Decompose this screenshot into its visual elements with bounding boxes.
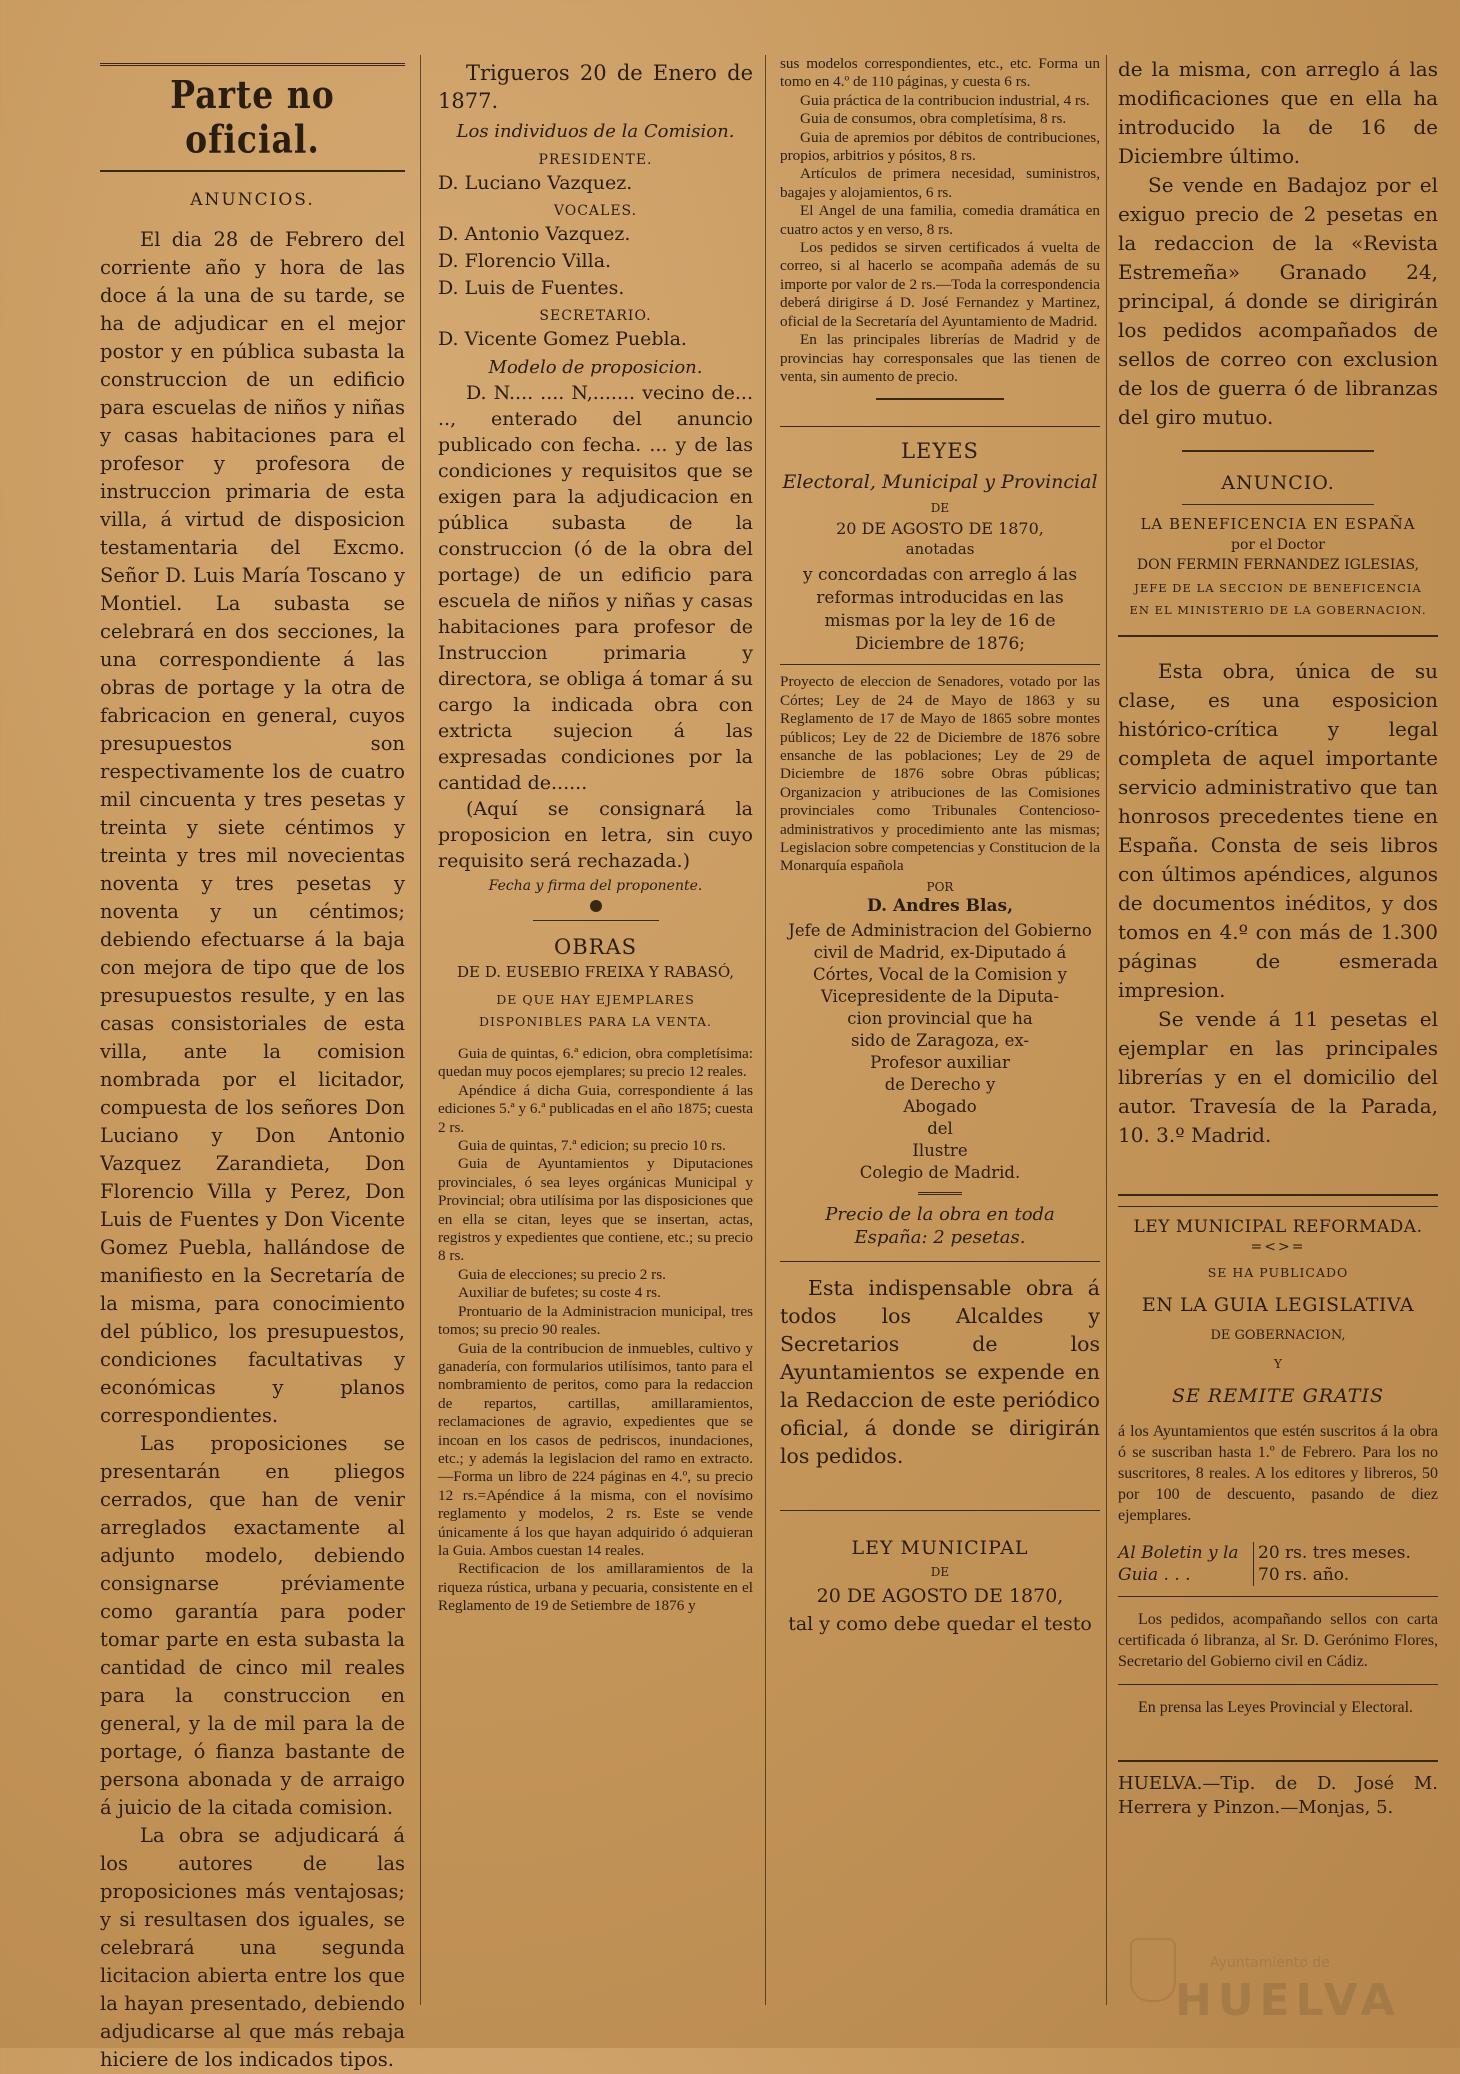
sub-left xyxy=(1118,1542,1254,1586)
secretary: D. Vicente Gomez Puebla. xyxy=(438,328,687,350)
role-label: SECRETARIO. xyxy=(539,308,652,324)
sub-left-line: Al Boletin y la xyxy=(1118,1543,1239,1563)
rule xyxy=(1118,1206,1438,1207)
benef-title: LA BENEFICENCIA EN ESPAÑA xyxy=(1140,515,1416,533)
leyes-title: LEYES xyxy=(901,439,979,464)
obras-item: Artículos de primera necesidad, suministros, bagajes y alojamientos, 6 rs. xyxy=(780,165,1100,201)
paragraph: El dia 28 de Febrero del corriente año y hora de las doce á la una de su tarde, se ha de adjudicar en el mejor postor y en pública subasta la construccion de un edificio para escuelas de niños y niñas y casas habitaciones para el profesor y profesora de instruccion primaria de esta villa, á virtud de disposicion testamentaria del Excmo. Señor D. Luis María Toscano y Montiel. La subasta se celebrará en dos secciones, la una correspondiente á las obras de portage y la otra de fabricacion en general, cuyos presupuestos son respectivamente los de cuatro mil cincuenta y tres pesetas y treinta y siete céntimos y treinta y tres mil novecientas noventa y tres pesetas y noventa y un céntimos; debiendo efectuarse á la baja con mejora de tipo que de los presupuestos resulte, y en las casas consistoriales de esta villa, ante la comision nombrada por el licitador, compuesta de los señores Don Luciano y Don Antonio Vazquez Zarandieta, Don Florencio Villa y Perez, Don Luis de Fuentes y Don Vicente Gomez Puebla, hallándose de manifiesto en la Secretaría de la misma, para conocimiento del público, los presupuestos, condiciones facultativas y económicas y planos correspondientes. xyxy=(100,228,405,1427)
rule xyxy=(918,1192,963,1195)
author-line: cion provincial que ha xyxy=(847,1008,1033,1028)
obras-item: Auxiliar de bufetes; su coste 4 rs. xyxy=(458,1284,661,1302)
benef-author: DON FERMIN FERNANDEZ IGLESIAS, xyxy=(1136,557,1420,573)
column-1 xyxy=(100,55,405,2074)
indispensable: Esta indispensable obra á todos los Alcaldes y Secretarios de los Ayuntamientos se expende en la Redaccion de este periódico oficial, á donde se dirigirán los pedidos. xyxy=(780,1275,1100,1468)
rule xyxy=(1118,1684,1438,1685)
author: D. Andres Blas, xyxy=(866,895,1013,916)
column-rule xyxy=(1106,55,1107,2005)
role-label: PRESIDENTE. xyxy=(538,152,653,168)
author-line: Colegio de Madrid. xyxy=(859,1162,1021,1182)
benef-role: JEFE DE LA SECCION DE BENEFICENCIA EN EL MINISTERIO DE LA GOBERNACION. xyxy=(1129,581,1427,617)
gratis: SE REMITE GRATIS xyxy=(1171,1385,1384,1407)
obras-item: El Angel de una familia, comedia dramática en cuatro actos y en verso, 8 rs. xyxy=(780,202,1100,238)
ley-mun-tail: tal y como debe quedar el testo xyxy=(788,1612,1092,1635)
column-2 xyxy=(438,55,753,1616)
author-line: Profesor auxiliar xyxy=(870,1052,1010,1072)
obras-author: DE D. EUSEBIO FREIXA Y RABASÓ, xyxy=(456,963,735,981)
guia-title: EN LA GUIA LEGISLATIVA xyxy=(1141,1294,1415,1316)
ley-mun-de: DE xyxy=(930,1564,950,1579)
rule xyxy=(1182,504,1374,505)
obras-item: Apéndice á dicha Guia, correspondiente á las ediciones 5.ª y 6.ª publicadas en el año 1875; cuesta 2 rs. xyxy=(438,1081,753,1136)
sub-right-line: 20 rs. tres meses. xyxy=(1258,1543,1411,1563)
obras-item: Guia de apremios por débitos de contribuciones, propios, arbitrios y pósitos, 8 rs. xyxy=(780,128,1100,165)
paragraph: Esta obra, única de su clase, es una esposicion histórico-crítica y legal completa de aquel importante servicio administrativo que tan honrosos precedentes tiene en España. Consta de seis libros con últimos apéndices, algunos de documentos inéditos, y dos tomos en 4.º con más de 1.300 páginas de esmerada impresion. xyxy=(1118,659,1438,1002)
ornament: =<>= xyxy=(1250,1239,1306,1255)
column-4 xyxy=(1118,55,1438,1820)
role-label: VOCALES. xyxy=(553,203,638,219)
subscription-table xyxy=(1118,1542,1438,1586)
leyes-de: DE xyxy=(930,501,950,516)
author-line: civil de Madrid, ex-Diputado á xyxy=(813,942,1067,962)
watermark-logo: HUELVA xyxy=(1175,1975,1401,2026)
obras-item: Prontuario de la Administracion municipal, tres tomos; su precio 90 reales. xyxy=(438,1302,753,1339)
dateline: Trigueros 20 de Enero de 1877. xyxy=(438,61,753,113)
author-line: Vicepresidente de la Diputa- xyxy=(820,986,1060,1006)
obras-item: Guia de elecciones; su precio 2 rs. xyxy=(458,1265,666,1283)
obras-item: Rectificacion de los amillaramientos de la riqueza rústica, urbana y pecuaria, consistente en el Reglamento de 19 de Setiembre de 1876 y xyxy=(438,1560,753,1615)
paragraph: de la misma, con arreglo á las modificaciones que en ella ha introducido la de 16 de Diciembre último. xyxy=(1118,57,1438,168)
vocal: D. Antonio Vazquez. xyxy=(438,223,631,245)
obras-item: Guia de quintas, 6.ª edicion, obra completísima: quedan muy pocos ejemplares; su precio 12 reales. xyxy=(438,1045,753,1081)
y: Y xyxy=(1274,1357,1282,1371)
model-text: D. N.... .... N,....... vecino de... .., enterado del anuncio publicado con fecha. ... y de las condiciones y requisitos que se exigen para la adjudicacion en pública subasta de la construccion (ó de la obra del portage) de un edificio para escuela de niños y niñas y casas habitaciones para profesor de Instruccion primaria y directora, se obliga á tomar á su cargo la indicada obra con extricta sujecion á las expresadas condiciones por la cantidad de...... xyxy=(438,382,753,794)
author-line: de Derecho y xyxy=(884,1074,996,1094)
leyes-sub: Electoral, Municipal y Provincial xyxy=(782,471,1098,494)
paragraph: La obra se adjudicará á los autores de las proposiciones más ventajosas; y si resultasen dos iguales, se celebrará una segunda licitacion abierta entre los que la hayan presentado, debiendo adjudicarse al que más rebaja hiciere de los indicados tipos. xyxy=(100,1824,405,2071)
obras-item: Guia de Ayuntamientos y Diputaciones provinciales, ó sea leyes orgánicas Municipal y Provincial; obra utilísima por las disposiciones que en ella se citan, leyes que se insertan, actas, registros y expedientes que contiene, etc.; su precio 8 rs. xyxy=(438,1155,753,1265)
president: D. Luciano Vazquez. xyxy=(438,172,633,194)
committee: Los individuos de la Comision. xyxy=(456,121,735,142)
author-line: del xyxy=(927,1118,953,1138)
model-note: (Aquí se consignará la proposicion en letra, sin cuyo requisito será rechazada.) xyxy=(438,798,753,872)
anuncio-title: ANUNCIO. xyxy=(1221,472,1335,494)
obras-title: OBRAS xyxy=(553,935,637,959)
obras-item: Guia de la contribucion de inmuebles, cultivo y ganadería, con formularios utilísimos, tanto para el nombramiento de peritos, como para la redaccion de repartos, cartillas, amillaramientos, reclamaciones de agravio, expedientes que se incoan en los casos de pedriscos, inundaciones, etc.; y además la legislacion del ramo en extracto.—Forma un libro de 224 páginas en 4.º, su precio 12 rs.=Apéndice á la misma, con el novísimo reglamento y modelos, 2 rs. Este se vende únicamente á los que hayan adquirido ó adquieran la Guia. Ambos cuestan 14 reales. xyxy=(438,1339,753,1559)
ley-mun-title: LEY MUNICIPAL xyxy=(851,1536,1029,1559)
rule xyxy=(1118,635,1438,637)
leyes-concord: y concordadas con arreglo á las reformas introducidas en las mismas por la ley de 16 de Diciembre de 1876; xyxy=(802,565,1078,655)
ley-ref-title: LEY MUNICIPAL REFORMADA. xyxy=(1133,1217,1423,1237)
sub-right-line: 70 rs. año. xyxy=(1258,1565,1350,1585)
prensa: En prensa las Leyes Provincial y Electoral. xyxy=(1138,1699,1414,1716)
crest-watermark xyxy=(1130,1938,1176,2002)
imprint: HUELVA.—Tip. de D. José M. Herrera y Pinzon.—Monjas, 5. xyxy=(1118,1773,1438,1818)
sub-right xyxy=(1254,1542,1411,1586)
leyes-body: Proyecto de eleccion de Senadores, votado por las Córtes; Ley de 24 de Mayo de 1863 y su Reglamento de 17 de Mayo de 1865 sobre montes públicos; Ley de 22 de Diciembre de 1876 sobre ensanche de las poblaciones; Ley de 29 de Diciembre de 1876 sobre Obras públicas; Organizacion y atribuciones de las Comisiones provinciales como Tribunales Contencioso-administrativos y procedimiento ante las mismas; Legislacion sobre competencias y Constitucion de la Monarquía española xyxy=(780,673,1100,875)
pedidos: Los pedidos, acompañando sellos con carta certificada ó libranza, al Sr. D. Gerónimo Flores, Secretario del Gobierno civil en Cádiz. xyxy=(1118,1611,1438,1670)
leyes-anotadas: anotadas xyxy=(905,540,975,559)
rule xyxy=(1118,1596,1438,1597)
author-line: Ilustre xyxy=(912,1140,968,1160)
rule xyxy=(876,398,1004,400)
obras-item: Guia de quintas, 7.ª edicion; su precio 10 rs. xyxy=(458,1137,726,1155)
paragraph: Se vende en Badajoz por el exiguo precio de 2 pesetas en la redaccion de la «Revista Estremeña» Granado 24, principal, á donde se dirigirán los pedidos acompañados de sellos de correo con exclusion de los de guerra ó de libranzas del giro mutuo. xyxy=(1118,173,1438,429)
rule xyxy=(780,1510,1100,1511)
leyes-date: 20 DE AGOSTO DE 1870, xyxy=(836,519,1044,539)
author-lines xyxy=(780,920,1100,1184)
column-rule xyxy=(765,55,766,2005)
rule xyxy=(1182,450,1374,452)
benef-por: por el Doctor xyxy=(1231,537,1325,553)
section-title: ANUNCIOS. xyxy=(190,190,315,210)
signature: Fecha y firma del proponente. xyxy=(488,878,703,894)
watermark-sub: Ayuntamiento de xyxy=(1210,1955,1330,1971)
author-line: Abogado xyxy=(903,1096,977,1116)
vocal: D. Florencio Villa. xyxy=(438,250,612,272)
column-rule xyxy=(420,55,421,2005)
rule xyxy=(1118,1194,1438,1196)
obras-item: Los pedidos se sirven certificados á vuelta de correo, si al hacerlo se acompaña además de su importe por valor de 2 rs.—Toda la correspondencia deberá dirigirse á D. José Fernandez y Martinez, oficial de la Secretaría del Ayuntamiento de Madrid. xyxy=(780,239,1100,330)
gob: DE GOBERNACION, xyxy=(1210,1328,1346,1343)
author-line: Jefe de Administracion del Gobierno xyxy=(788,920,1092,940)
obras-sub: DE QUE HAY EJEMPLARES DISPONIBLES PARA LA VENTA. xyxy=(479,992,712,1029)
column-3 xyxy=(780,55,1100,1635)
section-heading: Parte no oficial. xyxy=(170,72,335,162)
rule xyxy=(780,1261,1100,1262)
rule xyxy=(100,63,405,66)
publicado: SE HA PUBLICADO xyxy=(1207,1265,1349,1280)
por: POR xyxy=(926,879,954,894)
author-line: sido de Zaragoza, ex- xyxy=(851,1030,1029,1050)
ayunt: á los Ayuntamientos que estén suscritos á la obra ó se suscriban hasta 1.º de Febrero. Para los no suscritores, 8 reales. A los editores y libreros, 50 por 100 de descuento, pasando de diez ejemplares. xyxy=(1118,1423,1438,1524)
price: Precio de la obra en toda España: 2 pesetas. xyxy=(825,1203,1055,1248)
sub-left-line: Guia . . . xyxy=(1118,1565,1191,1585)
obras-item: Guia práctica de la contribucion industrial, 4 rs. xyxy=(800,91,1090,109)
vocal: D. Luis de Fuentes. xyxy=(438,277,625,299)
rule xyxy=(533,920,659,921)
rule xyxy=(100,170,405,172)
obras-item: sus modelos correspondientes, etc., etc. Forma un tomo en 4.º de 110 páginas, y cuesta 6 rs. xyxy=(780,55,1100,91)
paragraph: Se vende á 11 pesetas el ejemplar en las principales librerías y en el domicilio del autor. Travesía de la Parada, 10. 3.º Madrid. xyxy=(1118,1007,1438,1147)
obras-item: En las principales librerías de Madrid y de provincias hay corresponsales que las tienen de venta, sin aumento de precio. xyxy=(780,331,1100,385)
paragraph: Las proposiciones se presentarán en pliegos cerrados, que han de venir arreglados exactamente al adjunto modelo, debiendo consignarse préviamente como garantía para poder tomar parte en esta subasta la cantidad de cinco mil reales para la construccion en general, y la de mil para la de portage, ó fianza bastante de persona abonada y de arraigo á juicio de la citada comision. xyxy=(100,1432,405,1819)
ley-mun-date: 20 DE AGOSTO DE 1870, xyxy=(816,1584,1064,1607)
author-line: Córtes, Vocal de la Comision y xyxy=(812,964,1068,984)
rule xyxy=(780,426,1100,427)
rule xyxy=(1118,1760,1438,1762)
rule xyxy=(780,664,1100,665)
obras-item: Guia de consumos, obra completísima, 8 rs. xyxy=(800,110,1067,128)
ornament-dot xyxy=(590,900,602,912)
model-title: Modelo de proposicion. xyxy=(488,357,703,378)
